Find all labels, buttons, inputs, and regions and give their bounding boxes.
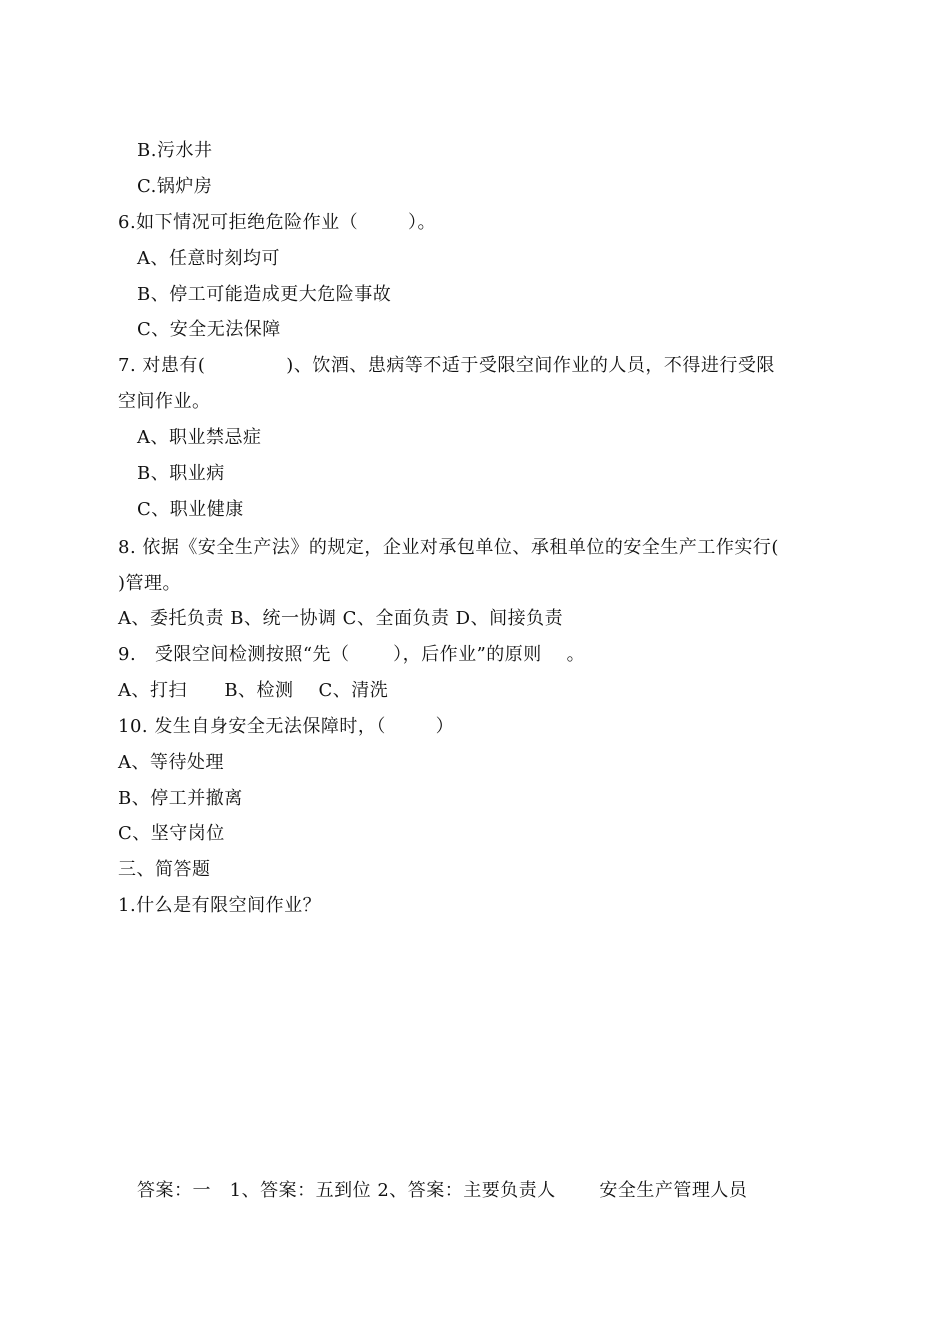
question-8-options: A、委托负责 B、统一协调 C、全面负责 D、间接负责 xyxy=(118,608,564,629)
short-answer-question-1: 1.什么是有限空间作业？ xyxy=(118,895,322,916)
question-7-option-c: C、职业健康 xyxy=(137,499,244,520)
question-10-option-b: B、停工并撤离 xyxy=(118,788,243,809)
question-8-line-2: )管理。 xyxy=(118,573,182,594)
question-7-option-a: A、职业禁忌症 xyxy=(137,427,262,448)
section-heading-short-answer: 三、简答题 xyxy=(118,859,211,880)
question-6-option-a: A、任意时刻均可 xyxy=(137,248,280,269)
option-b-sewer-well: B.污水井 xyxy=(137,140,213,161)
question-8-line-1: 8. 依据《安全生产法》的规定，企业对承包单位、承租单位的安全生产工作实行( xyxy=(118,537,779,558)
answer-key-line: 答案：一 1、答案：五到位 2、答案：主要负责人 安全生产管理人员 xyxy=(137,1180,748,1201)
question-7-line-1: 7. 对患有( )、饮酒、患病等不适于受限空间作业的人员，不得进行受限 xyxy=(118,355,775,376)
question-9-options: A、打扫 B、检测 C、清洗 xyxy=(118,680,389,701)
question-10: 10. 发生自身安全无法保障时，（ ） xyxy=(118,716,455,737)
question-6-option-c: C、安全无法保障 xyxy=(137,319,281,340)
question-9: 9. 受限空间检测按照“先（ ），后作业”的原则 。 xyxy=(118,644,586,665)
question-7-option-b: B、职业病 xyxy=(137,463,225,484)
question-10-option-a: A、等待处理 xyxy=(118,752,224,773)
question-6: 6.如下情况可拒绝危险作业（ ）。 xyxy=(118,212,436,233)
question-10-option-c: C、坚守岗位 xyxy=(118,823,225,844)
question-6-option-b: B、停工可能造成更大危险事故 xyxy=(137,284,392,305)
option-c-boiler-room: C.锅炉房 xyxy=(137,176,213,197)
question-7-line-2: 空间作业。 xyxy=(118,391,211,412)
